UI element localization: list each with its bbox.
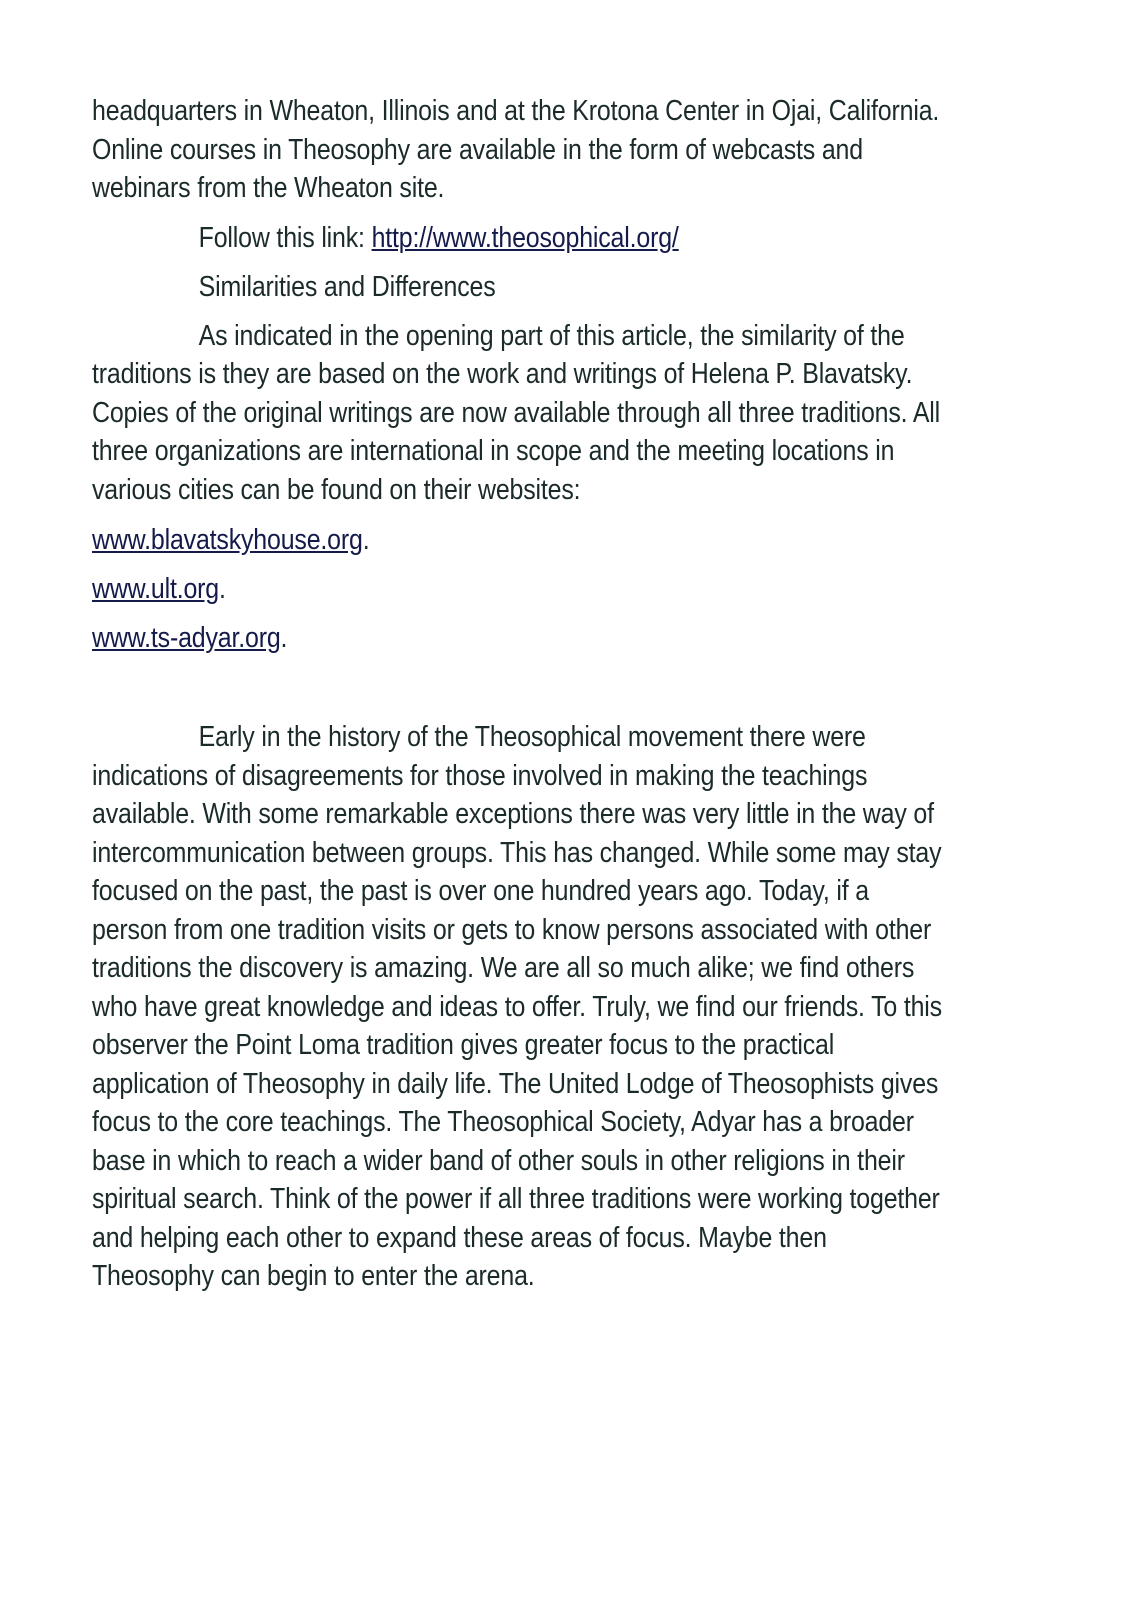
text-line: focused on the past, the past is over one hundred years ago. Today, if a [92,875,869,907]
section-heading: Similarities and Differences [198,270,496,303]
website-item [92,521,926,559]
text-line: application of Theosophy in daily life. The United Lodge of Theosophists gives [92,1067,939,1100]
text-line: person from one tradition visits or gets to know persons associated with other [92,913,932,946]
text-line: traditions the discovery is amazing. We are all so much alike; we find others [92,952,915,984]
text-line: Theosophy can begin to enter the arena. [92,1260,535,1292]
website-item [92,570,926,608]
ult-link[interactable]: www.ult.org [92,573,220,605]
text-line: intercommunication between groups. This has changed. While some may stay [92,836,942,869]
text-line: who have great knowledge and ideas to offer. Truly, we find our friends. To this [92,990,942,1023]
link-suffix: . [219,573,226,605]
text-line: webinars from the Wheaton site. [92,172,445,204]
text-line: focus to the core teachings. The Theosophical Society, Adyar has a broader [92,1106,914,1138]
document-page [92,92,1062,1296]
blavatskyhouse-link[interactable]: www.blavatskyhouse.org [92,524,363,556]
text-line: three organizations are international in scope and the meeting locations in [92,435,895,467]
text-line: traditions is they are based on the work and writings of Helena P. Blavatsky. [92,358,913,390]
website-item [92,619,926,657]
text-line: Early in the history of the Theosophical movement there were [198,721,866,753]
text-line: spiritual search. Think of the power if all three traditions were working together [92,1183,940,1215]
text-line: As indicated in the opening part of this article, the similarity of the [198,319,905,352]
text-line: and helping each other to expand these areas of focus. Maybe then [92,1221,827,1254]
ts-adyar-link[interactable]: www.ts-adyar.org [92,622,281,654]
text-line: base in which to reach a wider band of other souls in other religions in their [92,1144,905,1177]
link-suffix: . [280,622,288,654]
text-line: various cities can be found on their websites: [92,473,581,506]
follow-link-line [92,219,926,257]
follow-prefix: Follow this link: [198,221,372,254]
text-line: Online courses in Theosophy are available in the form of webcasts and [92,133,863,166]
link-suffix: . [362,524,370,556]
paragraph-headquarters [92,92,1064,208]
paragraph-similarities [92,317,1064,510]
text-line: available. With some remarkable exceptions there was very little in the way of [92,798,934,830]
text-line: indications of disagreements for those involved in making the teachings [92,759,868,792]
theosophical-org-link[interactable]: http://www.theosophical.org/ [371,221,679,254]
text-line: headquarters in Wheaton, Illinois and at the Krotona Center in Ojai, California. [92,95,940,127]
paragraph-history [92,718,1064,1296]
text-line: observer the Point Loma tradition gives greater focus to the practical [92,1029,835,1061]
text-line: Copies of the original writings are now available through all three traditions. All [92,396,941,429]
